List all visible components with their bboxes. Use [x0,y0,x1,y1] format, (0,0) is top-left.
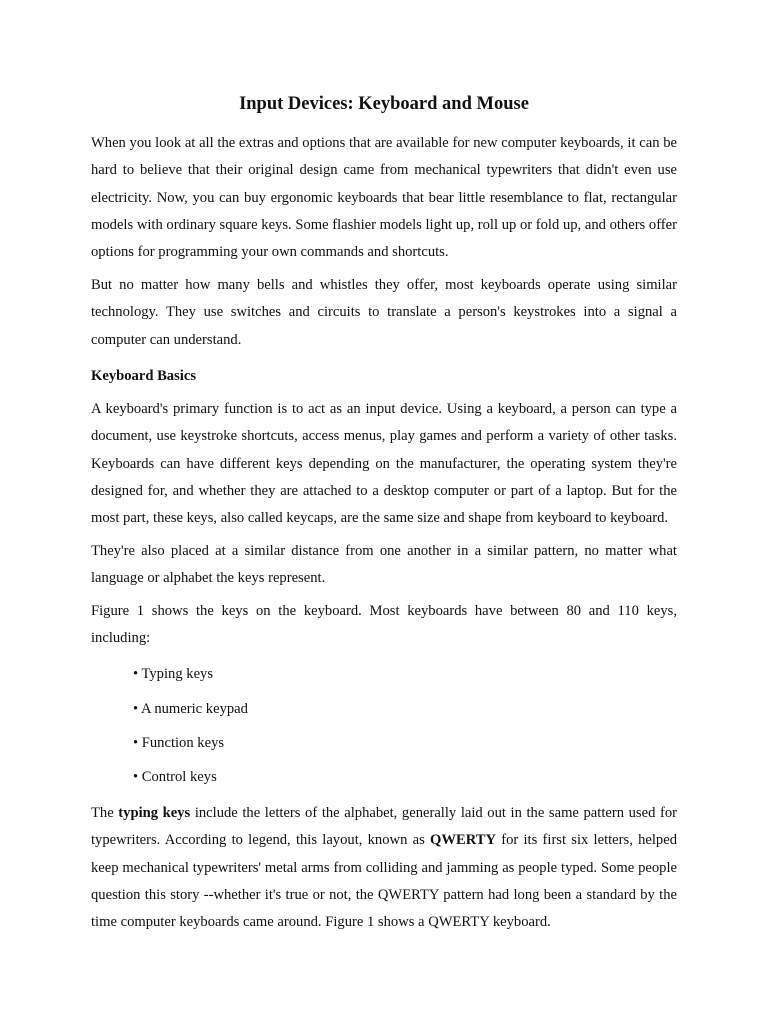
document-title: Input Devices: Keyboard and Mouse [239,94,529,114]
qwerty-term: QWERTY [430,832,496,849]
typing-keys-paragraph [91,800,677,936]
section-heading: Keyboard Basics [91,368,196,384]
typing-keys-term: typing keys [118,805,191,821]
bullet-control-keys: • Control keys [133,769,217,785]
placement-paragraph: They're also placed at a similar distance from one another in a similar pattern, no matter what language or alphabet the keys represent. [91,543,677,587]
bullet-typing-keys: • Typing keys [133,666,214,682]
technology-paragraph: But no matter how many bells and whistles they offer, most keyboards operate using similar technology. They use switches and circuits to translate a person's keystrokes into a signal a computer can understand. [91,277,677,348]
figure-paragraph: Figure 1 shows the keys on the keyboard. Most keyboards have between 80 and 110 keys, including: [91,603,677,647]
bullet-function-keys: • Function keys [133,735,225,751]
typing-keys-text-3: for its first six letters, helped keep mechanical typewriters' metal arms from colliding and jamming as people typed. Some people question this story --whether it's true or not, the QWERTY pattern had long been a standard by the time computer keyboards came around. Figure 1 shows a QWERTY keyboard. [91,832,677,931]
basics-paragraph: A keyboard's primary function is to act as an input device. Using a keyboard, a person can type a document, use keystroke shortcuts, access menus, play games and perform a variety of other tasks. Keyboards can have different keys depending on the manufacturer, the operating system they're designed for, and whether they are attached to a desktop computer or part of a laptop. But for the most part, these keys, also called keycaps, are the same size and shape from keyboard to keyboard. [91,401,677,527]
intro-paragraph: When you look at all the extras and options that are available for new computer keyboards, it can be hard to believe that their original design came from mechanical typewriters that didn't even use electricity. Now, you can buy ergonomic keyboards that bear little resemblance to flat, rectangular models with ordinary square keys. Some flashier models light up, roll up or fold up, and others offer options for programming your own commands and shortcuts. [91,135,677,261]
typing-keys-text-2: include the letters of the alphabet, generally laid out in the same pattern used for typewriters. According to legend, this layout, known as [91,805,677,849]
bullet-numeric-keypad: • A numeric keypad [133,701,248,717]
typing-keys-text-1: The [91,805,119,821]
